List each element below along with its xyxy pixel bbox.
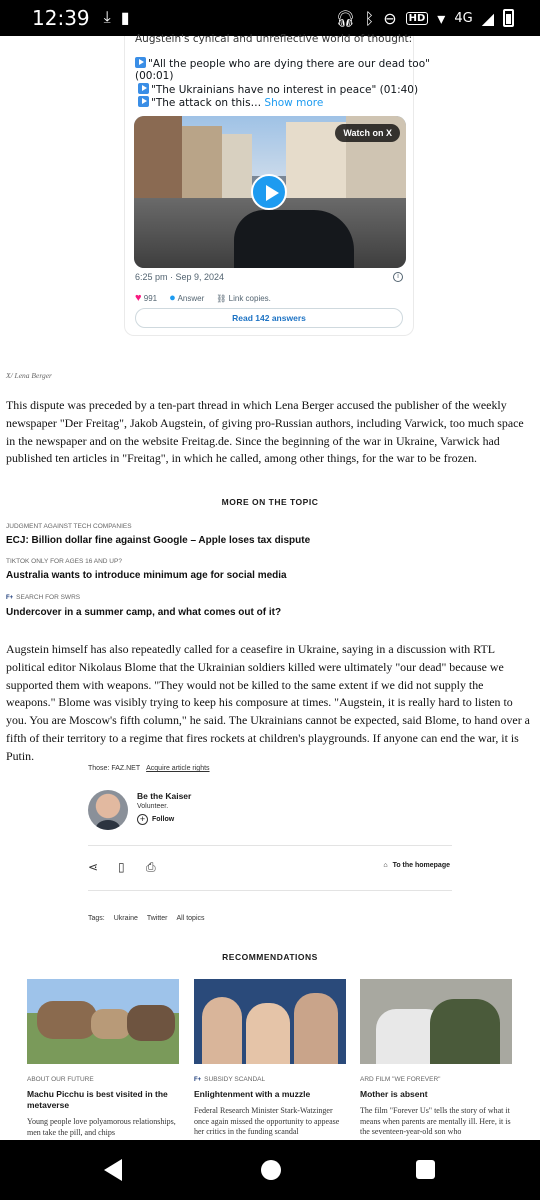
reply-icon: ● [169,292,176,304]
author-role: Volunteer. [137,803,169,810]
article-actions [88,860,452,876]
status-bar [0,0,540,36]
play-button[interactable] [251,174,287,210]
dnd-icon: ⊖ [383,8,397,28]
tweet-timestamp[interactable]: 6:25 pm · Sep 9, 2024 [135,272,225,282]
signal-icon: ◢ [481,8,494,28]
play-square-icon [135,57,146,68]
tweet-quote-2: "The Ukrainians have no interest in peace" (01:40) [138,83,418,96]
bookmark-icon[interactable]: ▯ [118,860,125,874]
headphones-icon: 🎧︎ [335,8,356,28]
watch-on-x-button[interactable]: Watch on X [335,124,400,142]
tags-label: Tags: [88,915,105,922]
recommendation-image [194,979,346,1064]
related-kicker-2: TIKTOK ONLY FOR AGES 16 AND UP? [6,558,122,565]
embedded-tweet[interactable] [124,33,430,336]
recents-icon[interactable] [416,1160,435,1179]
home-icon: ⌂ [383,862,388,869]
link-icon: ⛓ [216,293,227,303]
follow-button[interactable]: + Follow [137,814,174,825]
plus-icon: + [137,814,148,825]
article-paragraph-1: This dispute was preceded by a ten-part thread in which Lena Berger accused the publisher of the weekly newspaper "Der Freitag", Jakob Augstein, of giving pro-Russian authors, including Varwick, too much space in the newspaper and on the website Freitag.de. Since the beginning of the war in Ukraine, Varwick had published ten articles in "Freitag", in which he called, among other things, for the war to be frozen. [6,398,524,466]
author-name[interactable]: Be the Kaiser [137,791,192,801]
read-answers-button[interactable]: Read 142 answers [135,308,403,328]
tweet-quote-1-time: (00:01) [135,70,174,82]
car-shape [234,210,354,268]
battery-icon [503,9,514,27]
tweet-quote-1: "All the people who are dying there are our dead too" [135,57,430,70]
recommendation-kicker: ARD FILM "WE FOREVER" [360,1076,441,1083]
tweet-actions [135,292,271,304]
play-square-icon [138,83,149,94]
related-kicker-3: F+ SEARCH FOR SWRS [6,594,81,601]
sd-card-icon: ▮ [120,10,130,27]
home-button-icon[interactable] [261,1160,281,1180]
show-more-link[interactable]: Show more [264,97,324,109]
tag-link[interactable]: All topics [176,915,205,922]
image-credit: X/ Lena Berger [6,371,52,380]
recommendation-card[interactable] [194,979,346,1138]
status-time: 12:39 [32,6,90,30]
related-link-2[interactable]: Australia wants to introduce minimum age for social media [6,570,287,581]
recommendation-desc: Federal Research Minister Stark-Watzinger once again missed the opportunity to appease her critics in the funding scandal [194,1106,340,1136]
faz-plus-badge: F+ [6,595,14,601]
recommendation-kicker: F+ SUBSIDY SCANDAL [194,1076,266,1083]
recommendation-title[interactable]: Mother is absent [360,1089,428,1099]
bluetooth-icon: ᛒ [364,8,375,28]
download-icon: ⤓ [103,9,111,26]
related-link-1[interactable]: ECJ: Billion dollar fine against Google – Apple loses tax dispute [6,535,311,546]
navigation-bar [0,1140,540,1200]
print-icon[interactable]: ⎙ [146,860,156,874]
homepage-link[interactable]: ⌂ To the homepage [383,862,450,869]
more-on-topic-heading: MORE ON THE TOPIC [221,497,319,507]
reply-action[interactable]: ● Answer [169,292,205,304]
heart-icon: ♥ [135,292,142,304]
share-icon[interactable]: ⋖ [88,860,99,874]
network-label: 4G [454,10,473,26]
recommendations-heading: RECOMMENDATIONS [222,952,318,962]
wifi-icon: ▾ [437,8,446,28]
play-square-icon [138,96,149,107]
like-action[interactable]: ♥ 991 [135,292,158,304]
acquire-rights-link[interactable]: Acquire article rights [146,765,210,772]
tags-row [88,915,205,922]
recommendation-card[interactable] [27,979,179,1149]
recommendation-title[interactable]: Machu Picchu is best visited in the metaverse [27,1089,168,1110]
back-icon[interactable] [104,1159,122,1181]
tag-link[interactable]: Ukraine [113,915,138,922]
author-avatar[interactable] [88,790,128,830]
copy-link-action[interactable]: ⛓ Link copies. [216,293,271,303]
tweet-intro: Augstein's cynical and unreflective world of thought: [135,33,413,45]
recommendation-card[interactable] [360,979,512,1138]
related-link-3[interactable]: Undercover in a summer camp, and what comes out of it? [6,607,282,618]
hd-badge: HD [406,12,429,25]
recommendation-title[interactable]: Enlightenment with a muzzle [194,1089,311,1099]
tweet-quote-3: "The attack on this… Show more [138,96,323,109]
recommendation-desc: Young people love polyamorous relationships, men take the pill, and chips [27,1117,176,1137]
info-icon[interactable]: i [393,272,403,282]
related-kicker-1: JUDGMENT AGAINST TECH COMPANIES [6,523,132,530]
divider [88,890,452,891]
article-source: Those: FAZ.NET Acquire article rights [88,765,210,772]
tweet-video[interactable] [134,116,406,268]
divider [88,845,452,846]
recommendation-image [27,979,179,1064]
tag-link[interactable]: Twitter [146,915,168,922]
recommendation-kicker: ABOUT OUR FUTURE [27,1076,94,1083]
recommendation-image [360,979,512,1064]
recommendation-desc: The film "Forever Us" tells the story of what it means when parents are mentally ill. Here, it is the seventeen-year-old son who [360,1106,511,1136]
faz-plus-badge: F+ [194,1077,202,1083]
article-paragraph-2: Augstein himself has also repeatedly called for a ceasefire in Ukraine, saying in a discussion with RTL political editor Nikolaus Blome that the Ukrainian soldiers killed were ultimately "our dead" because we supported them with weapons. "They would not be killed to the same extent if we did not supply the weapons." Blome was visibly trying to keep his composure at times. "Augstein, it is really hard to listen to you. You are Moscow's fifth column," he said. The Ukrainians cannot be expected, said Blome, to hand over a fifth of their territory to a regime that fires rockets at children's playgrounds. If anyone can end the war, it is Putin. [6,642,530,763]
